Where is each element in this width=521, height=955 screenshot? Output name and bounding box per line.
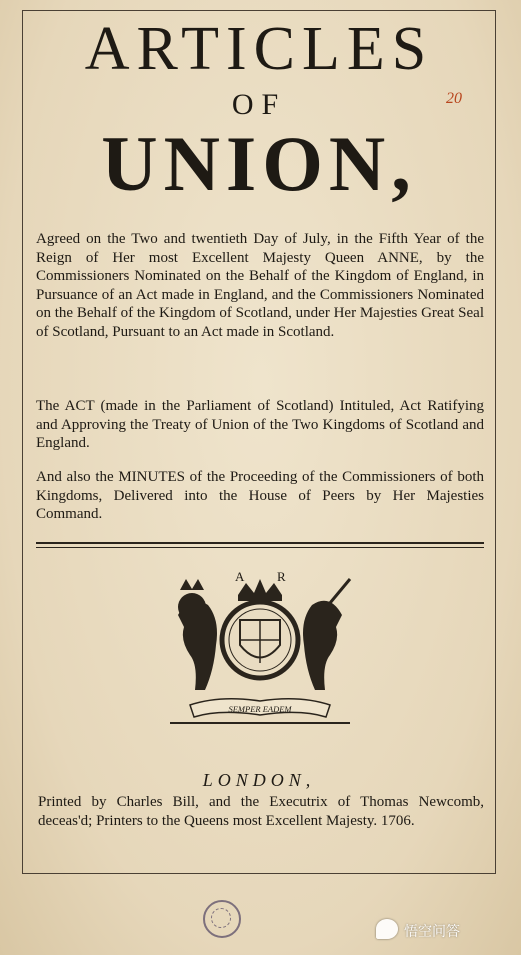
library-stamp-icon: [203, 900, 241, 938]
crest-motto: SEMPER EADEM: [228, 704, 292, 714]
title-union: UNION,: [101, 120, 417, 207]
watermark-text: 悟空问答: [404, 923, 460, 939]
imprint-text: Printed by Charles Bill, and the Executrix of Thomas Newcomb, deceas'd; Printers to the Queens most Excellent Majesty. 1706.: [38, 794, 484, 829]
handwritten-note: 20: [446, 90, 462, 107]
imprint-city: LONDON,: [202, 770, 316, 790]
divider-rule-thin: [36, 547, 484, 548]
unicorn-supporter-icon: [303, 601, 342, 690]
crown-icon: [238, 579, 282, 595]
crest-initial-a: A: [235, 569, 245, 584]
paragraph-minutes: And also the MINUTES of the Proceeding of the Commissioners of both Kingdoms, Delivered into the House of Peers by Her Majesties Command.: [36, 469, 484, 523]
title-of: OF: [231, 88, 287, 121]
royal-coat-of-arms: [150, 565, 370, 730]
wukong-logo-icon: [376, 919, 398, 939]
divider-rule: [36, 542, 484, 544]
crest-initial-r: R: [277, 569, 286, 584]
paragraph-act: The ACT (made in the Parliament of Scotland) Intituled, Act Ratifying and Approving the Treaty of Union of the Two Kingdoms of Scotland and England.: [36, 398, 484, 452]
paragraph-agreement: Agreed on the Two and twentieth Day of July, in the Fifth Year of the Reign of Her most Excellent Majesty Queen ANNE, by the Commissioners Nominated on the Behalf of the Kingdom of England, in Pursuance of an Act made in England, and the Commissioners Nominated on the Behalf of the Kingdom of Scotland, under Her Majesties Great Seal of Scotland, Pursuant to an Act made in Scotland.: [36, 231, 484, 340]
title-articles: ARTICLES: [84, 15, 434, 83]
